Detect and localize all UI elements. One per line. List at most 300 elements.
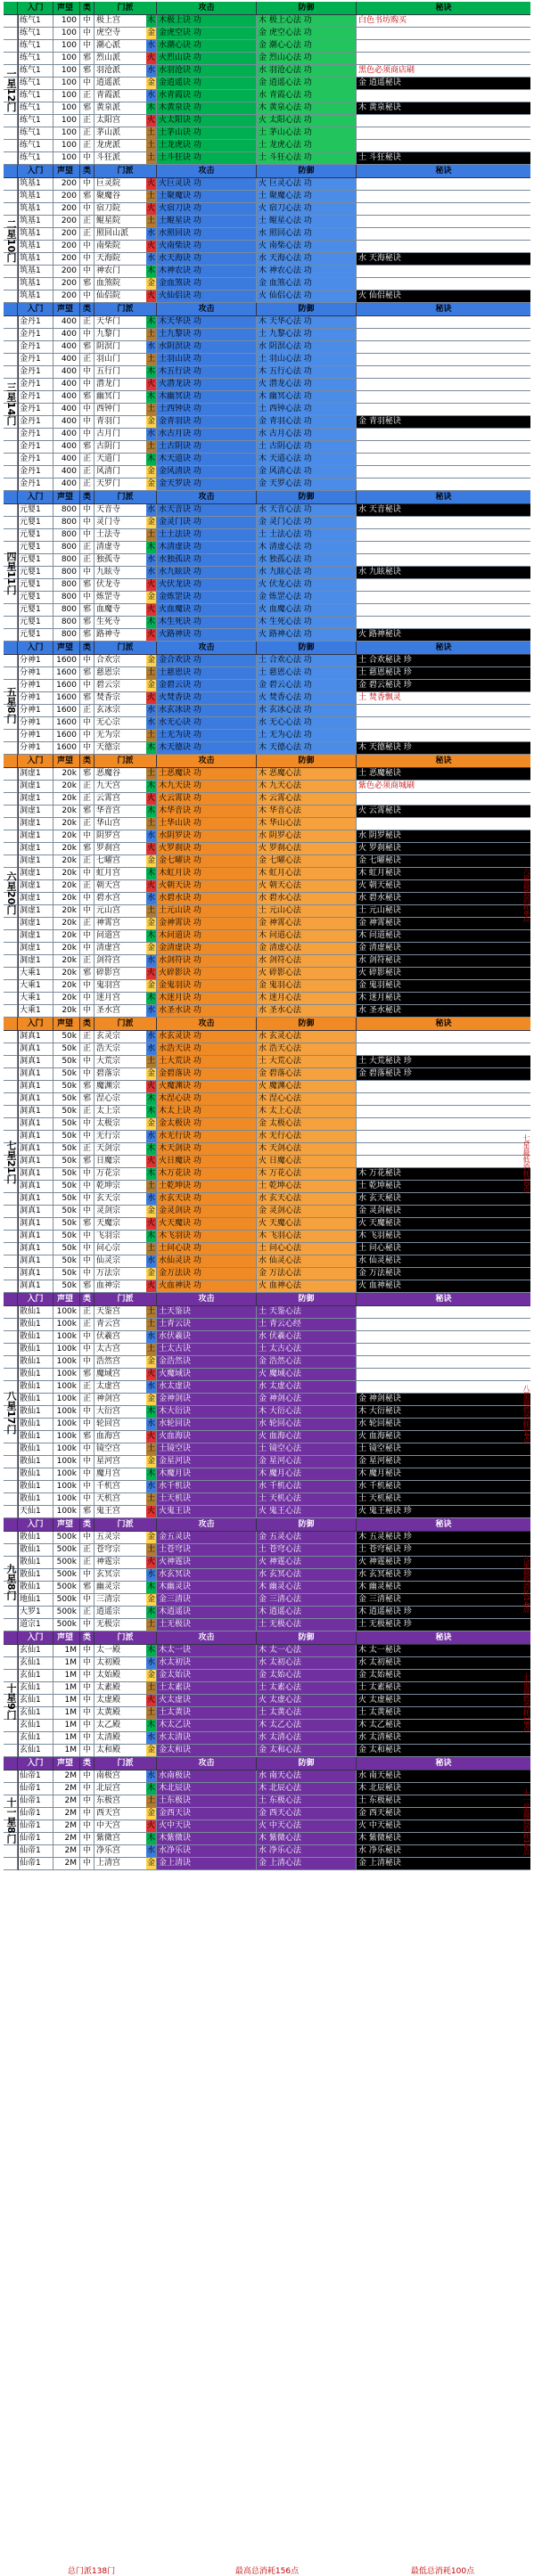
align-cell: 邪	[80, 102, 94, 114]
table-row	[4, 152, 530, 165]
secret-cell: 金 碧云秘诀 珍	[357, 680, 530, 691]
sect-name-cell: 万花宗 木	[96, 1169, 155, 1178]
defense-cell: 火 朝天心法	[257, 880, 357, 892]
defense-cell: 水 浩天心法	[257, 1043, 357, 1055]
element-badge: 金	[146, 1595, 155, 1604]
secret-cell	[357, 529, 530, 541]
secret-cell	[357, 604, 530, 616]
align-cell: 中	[80, 1206, 94, 1217]
align-cell: 中	[80, 1682, 94, 1694]
reputation-cell: 20k	[53, 768, 80, 780]
attack-cell: 土慈恩诀 功	[157, 667, 257, 679]
sect-name-cell: 三清宗 金	[96, 1595, 155, 1604]
attack-cell: 土华山诀 功	[157, 818, 257, 830]
reputation-cell: 100	[53, 127, 80, 139]
defense-cell: 土 斗狂心法 功	[257, 152, 357, 164]
table-row	[4, 768, 530, 781]
attack-cell: 金三清诀	[157, 1594, 257, 1606]
attack-cell: 土元山诀 功	[157, 905, 257, 917]
attack-cell: 水阴罗诀 功	[157, 830, 257, 842]
table-row	[4, 1131, 530, 1143]
align-cell: 中	[80, 28, 94, 39]
table-row	[4, 955, 530, 968]
align-cell: 中	[80, 1406, 94, 1418]
align-cell: 邪	[80, 1431, 94, 1443]
header-spacer	[4, 1518, 18, 1531]
attack-cell: 木神农诀 功	[157, 266, 257, 277]
attack-cell: 水碧水诀 功	[157, 893, 257, 904]
secret-cell	[357, 127, 530, 139]
sect-name-cell: 玄天宗 水	[96, 1194, 155, 1203]
defense-cell: 木 魔月心法	[257, 1468, 357, 1480]
defense-cell: 土 龙虎心法 功	[257, 140, 357, 151]
reputation-cell: 800	[53, 542, 80, 553]
reputation-cell: 800	[53, 617, 80, 628]
level-cell: 玄仙1	[18, 1682, 53, 1694]
sect-name-cell: 涅心宗 木	[96, 1094, 155, 1103]
level-cell: 洞虚1	[18, 918, 53, 929]
defense-cell: 水 玄冥心法	[257, 1569, 357, 1581]
defense-cell: 土 元山心法	[257, 905, 357, 917]
level-cell: 分神1	[18, 717, 53, 729]
attack-cell: 土西钟诀 功	[157, 404, 257, 415]
header-cell: 类	[80, 165, 94, 177]
align-cell: 邪	[80, 65, 94, 77]
reputation-cell: 200	[53, 241, 80, 252]
defense-cell: 水 玄灵心法	[257, 1031, 357, 1043]
element-badge: 火	[146, 1082, 155, 1091]
attack-cell: 金五灵诀	[157, 1532, 257, 1543]
table-row	[4, 15, 530, 28]
sect-name-cell: 北辰宫 木	[96, 1784, 155, 1793]
reputation-cell: 1600	[53, 692, 80, 704]
element-badge: 水	[146, 1332, 155, 1341]
sect-name-cell: 照回山派 水	[96, 229, 155, 238]
header-cell: 秘诀	[435, 4, 452, 12]
secret-cell	[357, 517, 530, 528]
defense-cell: 木 云霄心法	[257, 793, 357, 805]
secret-cell: 木 太乙秘诀	[357, 1720, 530, 1731]
sect-name-cell: 无行宗 水	[96, 1132, 155, 1141]
attack-cell: 木魔月诀	[157, 1468, 257, 1480]
level-cell: 仙帝1	[18, 1820, 53, 1832]
align-cell: 中	[80, 266, 94, 277]
element-badge: 火	[146, 1821, 155, 1830]
secret-cell	[357, 1381, 530, 1393]
defense-cell: 水 伏羲心法	[257, 1331, 357, 1343]
align-cell: 中	[80, 1331, 94, 1343]
align-cell: 邪	[80, 391, 94, 403]
element-badge: 土	[146, 405, 155, 413]
align-cell: 中	[80, 1808, 94, 1820]
attack-cell: 土龙虎诀 功	[157, 140, 257, 151]
level-cell: 练气1	[18, 115, 53, 127]
element-badge: 木	[146, 367, 155, 376]
element-badge: 木	[146, 781, 155, 790]
element-badge: 水	[146, 1256, 155, 1265]
secret-cell: 火 天魔秘诀	[357, 1218, 530, 1230]
header-cell: 入门	[18, 1757, 53, 1770]
defense-cell: 水 太初心法	[257, 1657, 357, 1669]
table-row	[4, 1031, 530, 1043]
align-cell: 中	[80, 429, 94, 440]
header-cell: 声望	[53, 2, 80, 14]
defense-cell: 木 太上心法	[257, 1106, 357, 1117]
level-cell: 散仙1	[18, 1493, 53, 1505]
defense-cell: 土 茅山心法 功	[257, 127, 357, 139]
element-badge: 木	[146, 1784, 155, 1793]
secret-cell: 金 鬼羽秘诀	[357, 980, 530, 992]
table-row	[4, 504, 530, 517]
attack-cell: 水独孤诀 功	[157, 554, 257, 566]
align-cell: 邪	[80, 1369, 94, 1380]
sect-name-cell: 太极宗 金	[96, 1119, 155, 1128]
reputation-cell: 2M	[53, 1833, 80, 1844]
align-cell: 正	[80, 1106, 94, 1117]
align-cell: 正	[80, 705, 94, 716]
secret-cell	[357, 228, 530, 240]
element-badge: 木	[146, 806, 155, 815]
element-badge: 木	[146, 1144, 155, 1153]
attack-cell: 水伏羲诀	[157, 1331, 257, 1343]
attack-cell: 土天鉴诀	[157, 1306, 257, 1318]
secret-cell: 黑色必须商店刷	[358, 66, 415, 75]
attack-cell: 金七曜诀 功	[157, 855, 257, 867]
level-cell: 元婴1	[18, 542, 53, 553]
table-row	[4, 379, 530, 391]
sect-section	[4, 2, 530, 165]
secret-cell	[357, 554, 530, 566]
level-cell: 洞真1	[18, 1106, 53, 1117]
header-spacer	[4, 491, 18, 503]
level-cell: 金丹1	[18, 441, 53, 453]
reputation-cell: 50k	[53, 1056, 80, 1067]
sect-name-cell: 问道宫 木	[96, 931, 155, 940]
defense-cell: 土 镜空心法	[257, 1443, 357, 1455]
element-badge: 火	[146, 1370, 155, 1378]
defense-cell: 金 碧云心法 功	[257, 680, 357, 691]
defense-cell: 水 剑符心法	[257, 955, 357, 967]
defense-cell: 金 上清心法	[257, 1858, 357, 1869]
section-header-row	[4, 491, 530, 504]
defense-cell: 木 天剑心法	[257, 1143, 357, 1155]
defense-cell: 火 天魔心法	[257, 1218, 357, 1230]
reputation-cell: 200	[53, 228, 80, 240]
align-cell: 正	[80, 127, 94, 139]
secret-cell	[357, 329, 530, 340]
element-badge: 火	[146, 1558, 155, 1566]
reputation-cell: 500k	[53, 1544, 80, 1556]
align-cell: 中	[80, 152, 94, 164]
header-cell: 防御	[257, 303, 357, 315]
attack-cell: 水玄天诀 功	[157, 1193, 257, 1205]
element-badge: 土	[146, 1244, 155, 1253]
sect-name-cell: 独孤寺 水	[96, 555, 155, 564]
reputation-cell: 400	[53, 354, 80, 365]
sect-name-cell: 华山宫 土	[96, 819, 155, 828]
attack-cell: 金上清诀	[157, 1858, 257, 1869]
align-cell: 邪	[80, 1093, 94, 1105]
secret-cell: 水 圣水秘诀	[357, 1005, 530, 1017]
align-cell: 正	[80, 1381, 94, 1393]
sect-name-cell: 神霄宫 金	[96, 919, 155, 928]
defense-cell: 木 太乙心法	[257, 1720, 357, 1731]
header-cell: 入门	[18, 2, 53, 14]
tier-label: 七星21门	[4, 1031, 19, 1293]
element-badge: 土	[146, 1345, 155, 1353]
reputation-cell: 50k	[53, 1206, 80, 1217]
header-cell: 声望	[53, 1631, 80, 1644]
secret-cell: 火 路神秘诀	[357, 629, 530, 641]
table-row	[4, 793, 530, 806]
secret-cell: 水 太清秘诀	[357, 1732, 530, 1744]
secret-cell	[357, 354, 530, 365]
table-row	[4, 1720, 530, 1732]
table-row	[4, 806, 530, 818]
defense-cell: 金 逍遥心法 功	[257, 78, 357, 89]
reputation-cell: 100	[53, 90, 80, 102]
tier-label: 一星12门	[4, 15, 19, 165]
secret-cell	[357, 441, 530, 453]
table-row	[4, 127, 530, 140]
defense-cell: 火 太虚心法	[257, 1695, 357, 1706]
defense-cell: 木 华山心法	[257, 818, 357, 830]
secret-cell	[357, 579, 530, 591]
table-row	[4, 1231, 530, 1243]
footer-total-sects: 总门派138门	[67, 2567, 116, 2576]
secret-cell	[357, 1081, 530, 1092]
element-badge: 土	[146, 217, 155, 225]
table-row	[4, 241, 530, 253]
level-cell: 筑基1	[18, 241, 53, 252]
header-cell: 入门	[18, 755, 53, 767]
defense-cell: 火 神霆心法	[257, 1557, 357, 1568]
sect-name-cell: 上清宫 金	[96, 1859, 155, 1868]
sect-name-cell: 虹月宫 木	[96, 869, 155, 878]
header-cell: 门派	[94, 755, 157, 767]
align-cell: 中	[80, 1468, 94, 1480]
attack-cell: 木涅心诀 功	[157, 1093, 257, 1105]
defense-cell: 火 血海心法	[257, 1431, 357, 1443]
sect-name-cell: 天德宗 木	[96, 743, 155, 752]
element-badge: 火	[146, 380, 155, 388]
sect-name-cell: 神农门 木	[96, 266, 155, 275]
reputation-cell: 1M	[53, 1682, 80, 1694]
element-badge: 金	[146, 1809, 155, 1818]
align-cell: 正	[80, 880, 94, 892]
defense-cell: 金 炼罡心法 功	[257, 592, 357, 603]
reputation-cell: 50k	[53, 1043, 80, 1055]
element-badge: 木	[146, 1582, 155, 1591]
align-cell: 中	[80, 40, 94, 52]
table-row	[4, 1168, 530, 1181]
defense-cell: 水 独孤心法 功	[257, 554, 357, 566]
align-cell: 中	[80, 1783, 94, 1795]
reputation-cell: 20k	[53, 793, 80, 805]
attack-cell: 土太素诀	[157, 1682, 257, 1694]
reputation-cell: 50k	[53, 1106, 80, 1117]
table-row	[4, 1745, 530, 1757]
attack-cell: 水九眩诀 功	[157, 567, 257, 578]
level-cell: 洞虚1	[18, 905, 53, 917]
table-row	[4, 730, 530, 742]
secret-cell	[357, 53, 530, 64]
sect-name-cell: 星河宫 金	[96, 1457, 155, 1466]
attack-cell: 火鬼王诀	[157, 1506, 257, 1517]
table-row	[4, 441, 530, 454]
reputation-cell: 1600	[53, 730, 80, 741]
tier-label: 八星17门	[4, 1306, 19, 1518]
secret-cell: 水 碧水秘诀	[357, 893, 530, 904]
reputation-cell: 1600	[53, 717, 80, 729]
element-badge: 水	[146, 718, 155, 727]
level-cell: 洞真1	[18, 1068, 53, 1080]
level-cell: 玄仙1	[18, 1670, 53, 1681]
tier-label: 三星14门	[4, 316, 19, 491]
header-cell: 秘诀	[435, 756, 452, 765]
reputation-cell: 100	[53, 115, 80, 127]
defense-cell: 土 九黎心法 功	[257, 329, 357, 340]
level-cell: 金丹1	[18, 366, 53, 378]
reputation-cell: 100k	[53, 1356, 80, 1368]
element-badge: 土	[146, 442, 155, 451]
element-badge: 土	[146, 1545, 155, 1554]
align-cell: 中	[80, 1645, 94, 1656]
level-cell: 玄仙1	[18, 1645, 53, 1656]
secret-cell: 木 飞羽秘诀	[357, 1231, 530, 1242]
level-cell: 散仙1	[18, 1306, 53, 1318]
align-cell: 邪	[80, 768, 94, 780]
level-cell: 分神1	[18, 730, 53, 741]
header-cell: 门派	[94, 642, 157, 654]
header-cell: 攻击	[157, 1018, 257, 1030]
level-cell: 散仙1	[18, 1544, 53, 1556]
sect-name-cell: 太初殿 水	[96, 1658, 155, 1667]
reputation-cell: 400	[53, 454, 80, 465]
secret-cell: 木 魔月秘诀	[357, 1468, 530, 1480]
attack-cell: 水太初诀	[157, 1657, 257, 1669]
secret-cell: 金 三清秘诀	[357, 1594, 530, 1606]
secret-cell: 土 镜空秘诀	[357, 1443, 530, 1455]
level-cell: 金丹1	[18, 354, 53, 365]
attack-cell: 火神霆诀	[157, 1557, 257, 1568]
align-cell: 中	[80, 178, 94, 190]
align-cell: 中	[80, 290, 94, 302]
attack-cell: 火血海诀	[157, 1431, 257, 1443]
table-row	[4, 1493, 530, 1506]
header-cell: 防御	[257, 642, 357, 654]
attack-cell: 土羽山诀 功	[157, 354, 257, 365]
secret-cell: 水 仙灵秘诀	[357, 1255, 530, 1267]
table-row	[4, 1845, 530, 1858]
align-cell: 中	[80, 592, 94, 603]
level-cell: 元婴1	[18, 567, 53, 578]
element-badge: 火	[146, 1157, 155, 1165]
table-row	[4, 404, 530, 416]
table-row	[4, 278, 530, 290]
align-cell: 中	[80, 1493, 94, 1505]
header-cell: 门派	[94, 1757, 157, 1770]
secret-cell	[357, 1118, 530, 1130]
table-row	[4, 1206, 530, 1218]
align-cell: 中	[80, 717, 94, 729]
reputation-cell: 400	[53, 441, 80, 453]
defense-cell: 木 极上心法 功	[257, 15, 357, 27]
element-badge: 金	[146, 919, 155, 928]
sect-name-cell: 太阳宫 火	[96, 116, 155, 125]
level-cell: 洞真1	[18, 1056, 53, 1067]
element-badge: 火	[146, 116, 155, 125]
element-badge: 水	[146, 956, 155, 965]
reputation-cell: 200	[53, 253, 80, 265]
header-spacer	[4, 2, 18, 14]
section-header-row	[4, 1631, 530, 1645]
element-badge: 火	[146, 605, 155, 614]
table-row	[4, 1707, 530, 1720]
sect-name-cell: 恶魔谷 土	[96, 769, 155, 778]
reputation-cell: 20k	[53, 930, 80, 942]
table-row	[4, 579, 530, 592]
reputation-cell: 500k	[53, 1532, 80, 1543]
reputation-cell: 50k	[53, 1093, 80, 1105]
level-cell: 大罗1	[18, 1607, 53, 1618]
header-cell: 类	[80, 1293, 94, 1305]
section-header-row	[4, 303, 530, 316]
sect-name-cell: 万法宗 金	[96, 1269, 155, 1278]
element-badge: 木	[146, 392, 155, 401]
defense-cell: 土 合欢心法 功	[257, 655, 357, 666]
align-cell: 中	[80, 1344, 94, 1355]
sect-name-cell: 镜空宫 土	[96, 1444, 155, 1453]
align-cell: 邪	[80, 341, 94, 353]
sect-name-cell: 太一殿 木	[96, 1646, 155, 1655]
secret-cell	[357, 592, 530, 603]
reputation-cell: 2M	[53, 1770, 80, 1782]
level-cell: 金丹1	[18, 478, 53, 490]
table-row	[4, 1582, 530, 1594]
secret-cell	[357, 1369, 530, 1380]
table-row	[4, 1193, 530, 1206]
attack-cell: 火云霄诀 功	[157, 793, 257, 805]
secret-cell: 金 七曜秘诀	[357, 855, 530, 867]
element-badge: 火	[146, 630, 155, 639]
level-cell: 地仙1	[18, 1594, 53, 1606]
attack-cell: 火南柴诀 功	[157, 241, 257, 252]
level-cell: 大乘1	[18, 993, 53, 1004]
level-cell: 仙帝1	[18, 1845, 53, 1857]
level-cell: 洞真1	[18, 1143, 53, 1155]
defense-cell: 木 太一心法	[257, 1645, 357, 1656]
sect-name-cell: 鲲星院 土	[96, 217, 155, 225]
level-cell: 散仙1	[18, 1419, 53, 1430]
element-badge: 火	[146, 969, 155, 977]
reputation-cell: 100	[53, 102, 80, 114]
defense-cell: 火 碎影心法	[257, 968, 357, 979]
header-cell: 秘诀	[435, 1295, 452, 1304]
sect-name-cell: 魔月宫 木	[96, 1469, 155, 1478]
reputation-cell: 100	[53, 140, 80, 151]
secret-cell: 火 仙侣秘诀	[357, 290, 530, 302]
element-badge: 木	[146, 743, 155, 752]
table-row	[4, 1544, 530, 1557]
reputation-cell: 400	[53, 404, 80, 415]
table-row	[4, 868, 530, 880]
tier-label: 六星20门	[4, 768, 19, 1018]
element-badge: 木	[146, 16, 155, 25]
header-cell: 门派	[94, 303, 157, 315]
header-cell: 门派	[94, 1631, 157, 1644]
sect-name-cell: 五行门 木	[96, 367, 155, 376]
